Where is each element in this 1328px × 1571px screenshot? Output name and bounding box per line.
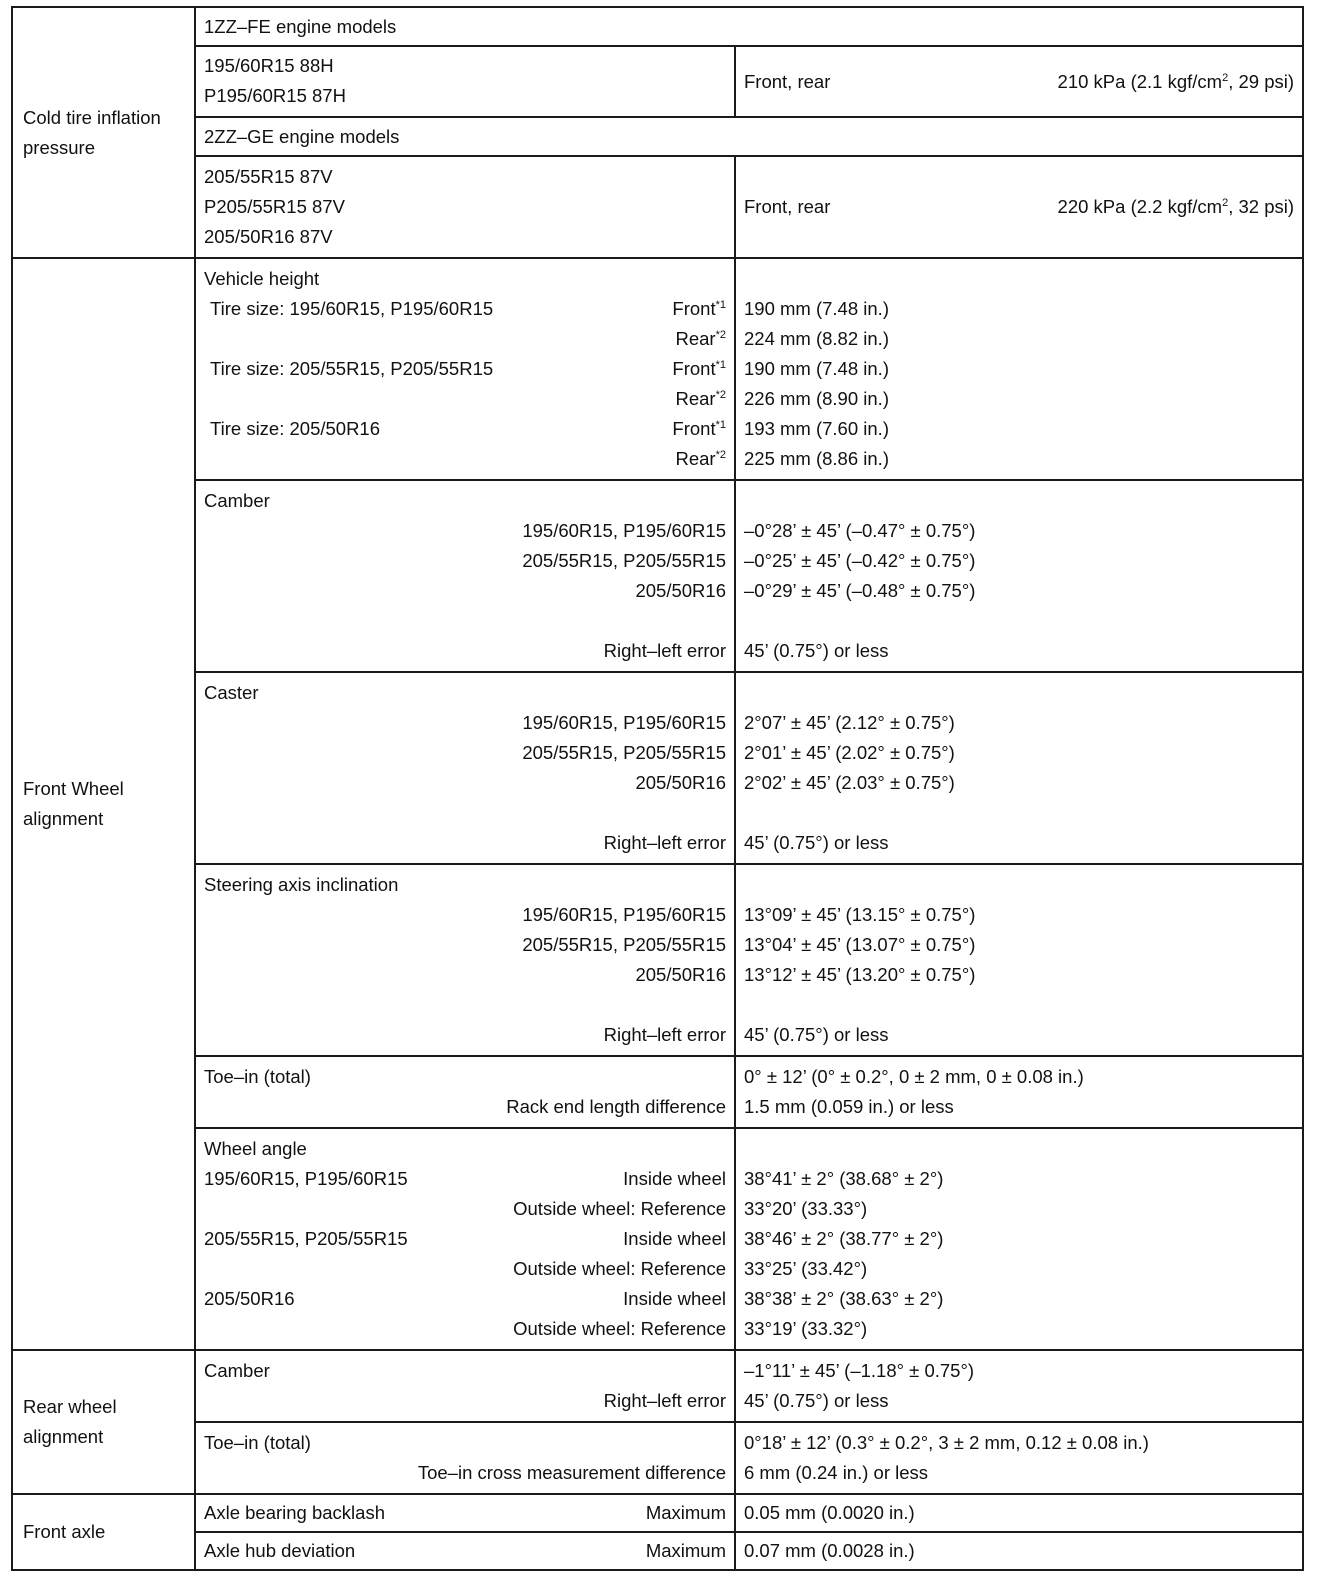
pressure-value-2zz: Front, rear 220 kPa (2.2 kgf/$cm^2$, 32 psi) bbox=[735, 156, 1303, 258]
caster-values: 2°07’ ± 45’ (2.12° ± 0.75°) 2°01’ ± 45’ (2.02° ± 0.75°) 2°02’ ± 45’ (2.03° ± 0.75°) 45’ (0.75°) or less bbox=[735, 672, 1303, 864]
engine-header-1zz: 1ZZ–FE engine models bbox=[195, 7, 1303, 46]
axle-hub-value: 0.07 mm (0.0028 in.) bbox=[735, 1532, 1303, 1570]
front-toe-values: 0° ± 12’ (0° ± 0.2°, 0 ± 2 mm, 0 ± 0.08 in.) 1.5 mm (0.059 in.) or less bbox=[735, 1056, 1303, 1128]
vehicle-height-labels: Vehicle height Tire size: 195/60R15, P195/60R15 Front$^{*1}$ Rear$^{*2}$ Tire size: 205/55R15, P205/55R15 Front$^{*1}$ Rear$^{*2}$ Tire size: 205/50R16 Front$^{*1}$ Rear$^{*2}$ bbox=[195, 258, 735, 480]
section-label-front-axle: Front axle bbox=[12, 1494, 195, 1570]
vehicle-height-values: 190 mm (7.48 in.) 224 mm (8.82 in.) 190 mm (7.48 in.) 226 mm (8.90 in.) 193 mm (7.60 in.) 225 mm (8.86 in.) bbox=[735, 258, 1303, 480]
rear-camber-labels: Camber Right–left error bbox=[195, 1350, 735, 1422]
section-label-tire-pressure: Cold tire inflation pressure bbox=[12, 7, 195, 258]
tire-list-2zz: 205/55R15 87V P205/55R15 87V 205/50R16 87V bbox=[195, 156, 735, 258]
steering-axis-labels: Steering axis inclination 195/60R15, P195/60R15 205/55R15, P205/55R15 205/50R16 Right–left error bbox=[195, 864, 735, 1056]
caster-labels: Caster 195/60R15, P195/60R15 205/55R15, P205/55R15 205/50R16 Right–left error bbox=[195, 672, 735, 864]
engine-header-2zz: 2ZZ–GE engine models bbox=[195, 117, 1303, 156]
specification-table bbox=[11, 6, 1304, 1571]
camber-labels: Camber 195/60R15, P195/60R15 205/55R15, P205/55R15 205/50R16 Right–left error bbox=[195, 480, 735, 672]
front-toe-labels: Toe–in (total) Rack end length difference bbox=[195, 1056, 735, 1128]
rear-toe-labels: Toe–in (total) Toe–in cross measurement difference bbox=[195, 1422, 735, 1494]
wheel-angle-labels: Wheel angle 195/60R15, P195/60R15 Inside wheel Outside wheel: Reference 205/55R15, P205/55R15 Inside wheel Outside wheel: Reference 205/50R16 Inside wheel Outside wheel: Reference bbox=[195, 1128, 735, 1350]
rear-camber-values: –1°11’ ± 45’ (–1.18° ± 0.75°) 45’ (0.75°) or less bbox=[735, 1350, 1303, 1422]
axle-hub-label: Axle hub deviation Maximum bbox=[195, 1532, 735, 1570]
steering-axis-values: 13°09’ ± 45’ (13.15° ± 0.75°) 13°04’ ± 45’ (13.07° ± 0.75°) 13°12’ ± 45’ (13.20° ± 0.75°) 45’ (0.75°) or less bbox=[735, 864, 1303, 1056]
axle-backlash-value: 0.05 mm (0.0020 in.) bbox=[735, 1494, 1303, 1532]
tire-list-1zz: 195/60R15 88H P195/60R15 87H bbox=[195, 46, 735, 117]
camber-values: –0°28’ ± 45’ (–0.47° ± 0.75°) –0°25’ ± 45’ (–0.42° ± 0.75°) –0°29’ ± 45’ (–0.48° ± 0.75°) 45’ (0.75°) or less bbox=[735, 480, 1303, 672]
section-label-front-alignment: Front Wheel alignment bbox=[12, 258, 195, 1350]
axle-backlash-label: Axle bearing backlash Maximum bbox=[195, 1494, 735, 1532]
pressure-value-1zz: Front, rear 210 kPa (2.1 kgf/$cm^2$, 29 psi) bbox=[735, 46, 1303, 117]
rear-toe-values: 0°18’ ± 12’ (0.3° ± 0.2°, 3 ± 2 mm, 0.12 ± 0.08 in.) 6 mm (0.24 in.) or less bbox=[735, 1422, 1303, 1494]
section-label-rear-alignment: Rear wheel alignment bbox=[12, 1350, 195, 1494]
wheel-angle-values: 38°41’ ± 2° (38.68° ± 2°) 33°20’ (33.33°) 38°46’ ± 2° (38.77° ± 2°) 33°25’ (33.42°) 38°38’ ± 2° (38.63° ± 2°) 33°19’ (33.32°) bbox=[735, 1128, 1303, 1350]
